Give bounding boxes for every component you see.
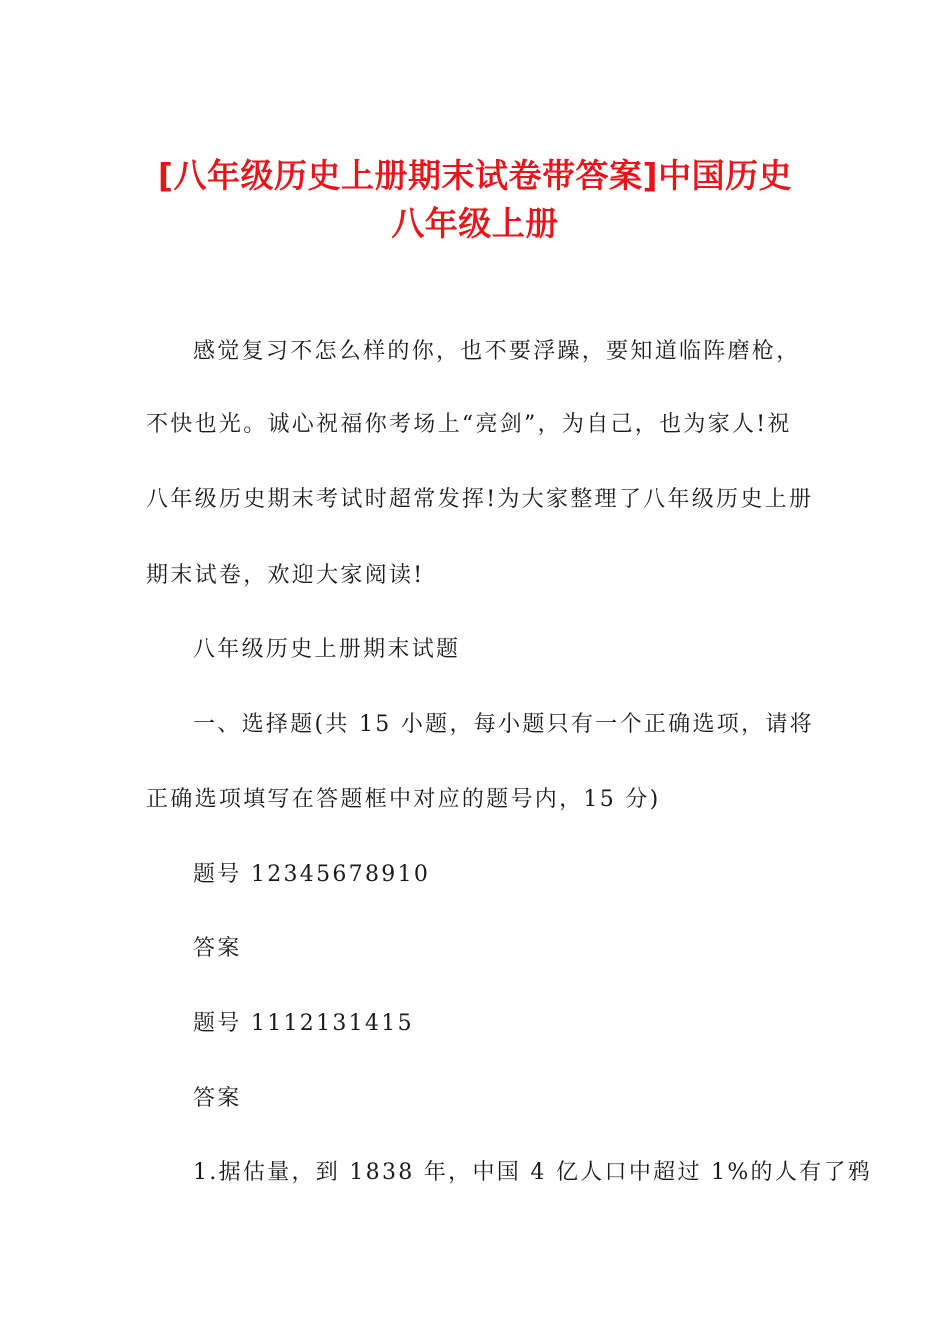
paragraph-line: 不快也光。诚心祝福你考场上“亮剑”，为自己，也为家人!祝 bbox=[146, 412, 792, 437]
question-instruction-line: 一、选择题(共 15 小题，每小题只有一个正确选项，请将 bbox=[193, 712, 814, 737]
paragraph-line: 感觉复习不怎么样的你，也不要浮躁，要知道临阵磨枪， bbox=[193, 339, 801, 364]
question-instruction-line: 正确选项填写在答题框中对应的题号内，15 分) bbox=[146, 787, 661, 812]
document-title-line-1: [八年级历史上册期末试卷带答案]中国历史 bbox=[157, 156, 793, 195]
answer-table-question-row: 题号 1112131415 bbox=[193, 1011, 414, 1036]
paragraph-line: 期末试卷，欢迎大家阅读! bbox=[146, 563, 425, 588]
answer-table-question-row: 题号 12345678910 bbox=[193, 862, 431, 887]
section-heading: 八年级历史上册期末试题 bbox=[193, 637, 461, 662]
answer-table-answer-row: 答案 bbox=[193, 1086, 242, 1111]
answer-table-answer-row: 答案 bbox=[193, 936, 242, 961]
paragraph-line: 八年级历史期末考试时超常发挥!为大家整理了八年级历史上册 bbox=[146, 487, 814, 512]
document-title-line-2: 八年级上册 bbox=[391, 204, 559, 243]
question-text: 1.据估量，到 1838 年，中国 4 亿人口中超过 1%的人有了鸦 bbox=[193, 1160, 873, 1185]
